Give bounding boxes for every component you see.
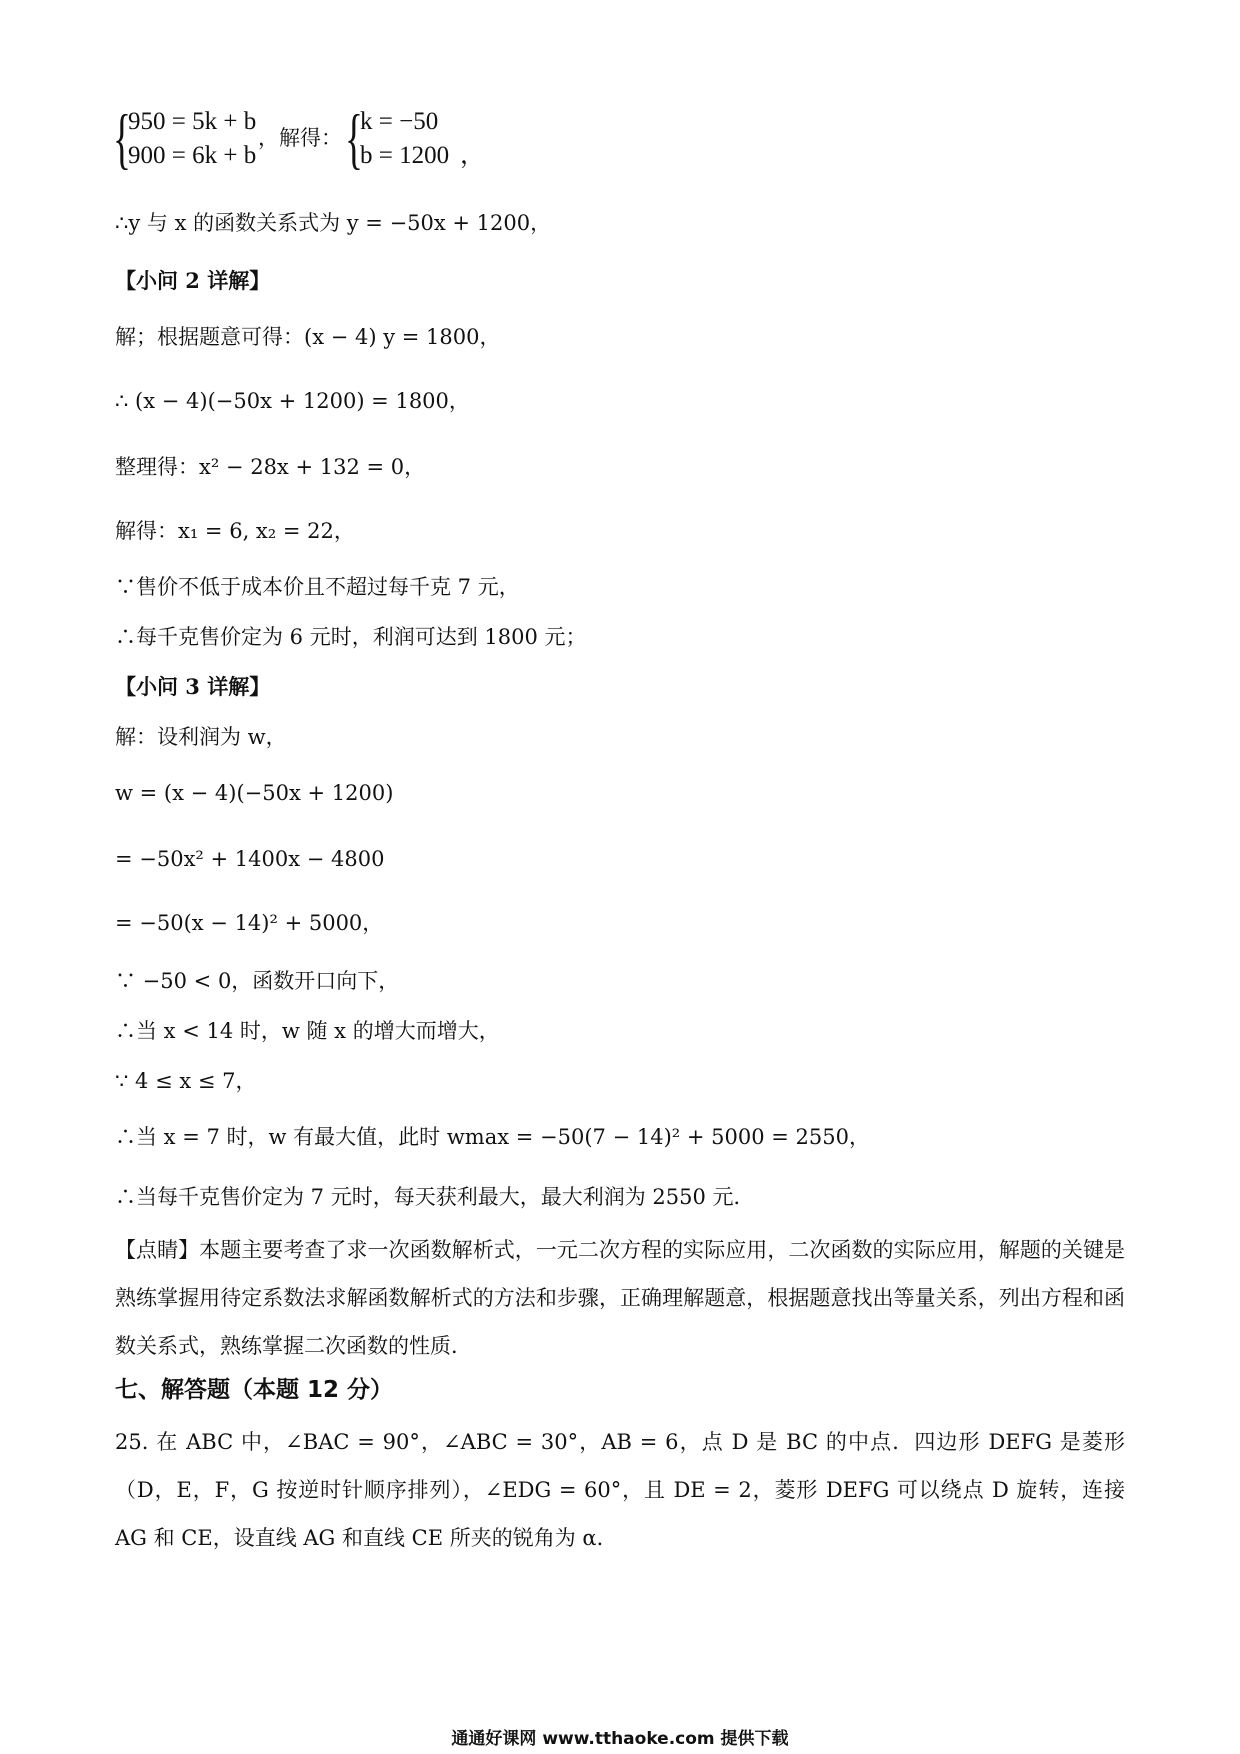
line-solutions: 解得：x₁ = 6, x₂ = 22，: [115, 519, 355, 543]
line-function-relation: ∴y 与 x 的函数关系式为 y = −50x + 1200，: [115, 211, 552, 235]
line-equation-setup: 解；根据题意可得：(x − 4) y = 1800，: [115, 325, 501, 349]
system-eq2: 900 = 6k + b: [128, 142, 257, 169]
solve-label: ，解得：: [258, 126, 342, 150]
page-footer: 通通好课网 www.tthaoke.com 提供下载: [451, 1729, 789, 1749]
left-brace: {: [113, 100, 131, 176]
comment-paragraph: 【点睛】本题主要考查了求一次函数解析式，一元二次方程的实际应用，二次函数的实际应用，解题的关键是熟练掌握用待定系数法求解函数解析式的方法和步骤，正确理解题意，根据题意找出等量关系，列出方程和函数关系式，熟练掌握二次函数的性质．: [115, 1238, 1125, 1358]
solution-k: k = −50: [360, 108, 439, 135]
right-brace: {: [345, 100, 363, 176]
line-increasing: ∴当 x < 14 时，w 随 x 的增大而增大，: [115, 1019, 500, 1043]
line-max-value: ∴当 x = 7 时，w 有最大值，此时 wmax = −50(7 − 14)² + 5000 = 2550，: [115, 1125, 870, 1149]
line-price-constraint: ∵售价不低于成本价且不超过每千克 7 元，: [115, 575, 520, 599]
subquestion-2-heading: 【小问 2 详解】: [115, 268, 271, 293]
line-substitution: ∴ (x − 4)(−50x + 1200) = 1800，: [115, 389, 470, 413]
system-eq1: 950 = 5k + b: [128, 108, 257, 135]
line-define-profit: 解：设利润为 w，: [115, 725, 287, 749]
line-vertex-form: = −50(x − 14)² + 5000，: [115, 911, 384, 935]
line-expand: = −50x² + 1400x − 4800: [115, 847, 385, 871]
system-tail: ，: [460, 142, 486, 169]
line-range: ∵ 4 ≤ x ≤ 7，: [115, 1069, 257, 1093]
line-final-answer: ∴当每千克售价定为 7 元时，每天获利最大，最大利润为 2550 元．: [115, 1185, 755, 1209]
section-title: 七、解答题（本题 12 分）: [115, 1377, 394, 1403]
subquestion-3-heading: 【小问 3 详解】: [115, 674, 271, 699]
line-price-conclusion: ∴每千克售价定为 6 元时，利润可达到 1800 元；: [115, 625, 587, 649]
problem-25: 25. 在 ABC 中，∠BAC = 90°，∠ABC = 30°，AB = 6，点 D 是 BC 的中点．四边形 DEFG 是菱形（D，E，F，G 按逆时针顺序排列），∠EDG = 60°，且 DE = 2，菱形 DEFG 可以绕点 D 旋转，连接 AG 和 CE，设直线 AG 和直线 CE 所夹的锐角为 α．: [115, 1430, 1125, 1550]
line-profit-expression: w = (x − 4)(−50x + 1200): [115, 781, 394, 805]
line-simplify: 整理得：x² − 28x + 132 = 0，: [115, 455, 426, 479]
line-opening-down: ∵ −50 < 0，函数开口向下，: [115, 969, 400, 993]
solution-b: b = 1200: [360, 142, 450, 169]
